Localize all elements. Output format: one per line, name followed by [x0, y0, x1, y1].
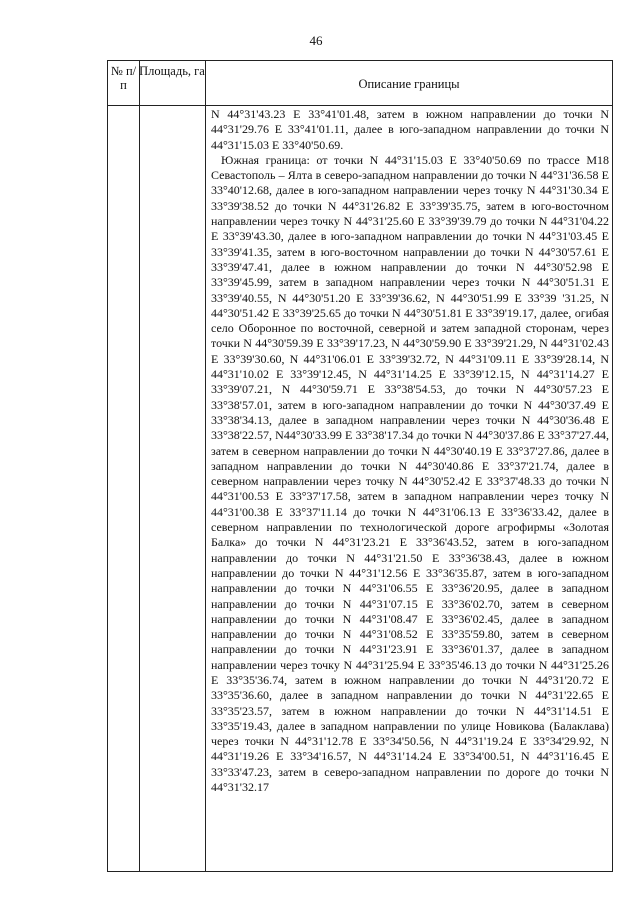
description-paragraph: Южная граница: от точки N 44°31'15.03 E 33°40'50.69 по трассе М18 Севастополь – Ялта в северо-западном направлении до точки N 44°31'36.58 E 33°40'12.68, далее в юго-западном направлении через точку N 44°31'30.34 E 33°39'38.52 до точки N 44°31'26.82 E 33°39'35.75, затем в юго-восточном направлении через точку N 44°31'25.60 E 33°39'39.79 до точки N 44°31'04.22 E 33°39'43.30, далее в юго-западном направлении до точки N 44°31'03.45 E 33°39'41.35, затем в юго-восточном направлении до точки N 44°30'57.61 E 33°39'47.41, далее в южном направлении до точки N 44°30'52.98 E 33°39'45.99, затем в западном направлении через точки N 44°30'51.31 E 33°39'40.55, N 44°30'51.20 E 33°39'36.62, N 44°30'51.99 E 33°39 '31.25, N 44°30'51.42 E 33°39'25.65 до точки N 44°30'51.81 E 33°39'19.17, далее, огибая село Оборонное по восточной, северной и затем западной сторонам, через точки N 44°30'59.39 E 33°39'17.23, N 44°30'59.90 E 33°39'21.29, N 44°31'02.43 E 33°39'30.60, N 44°31'06.01 E 33°39'32.72, N 44°31'09.11 E 33°39'28.14, N 44°31'10.02 E 33°39'12.45, N 44°31'14.25 E 33°39'12.15, N 44°31'14.27 E 33°39'07.21, N 44°30'59.71 E 33°38'54.53, до точки N 44°30'57.23 E 33°38'57.01, затем в юго-западном направлении до точки N 44°30'37.49 E 33°38'34.13, далее в западном направлении через точки N 44°30'36.48 E 33°38'22.57, N44°30'33.99 E 33°38'17.34 до точки N 44°30'37.86 E 33°37'27.44, затем в северном направлении до точки N 44°30'40.19 E 33°37'27.86, далее в западном направлении до точки N 44°30'40.86 E 33°37'21.74, далее в северном направлении через точку N 44°30'52.42 E 33°37'48.33 до точки N 44°31'00.53 E 33°37'17.58, затем в западном направлении через точку N 44°31'00.38 E 33°37'11.14 до точки N 44°31'06.13 E 33°36'33.42, далее в северном направлении по технологической дороге агрофирмы «Золотая Балка» до точки N 44°31'23.21 E 33°36'43.52, затем в юго-западном направлении до точки N 44°31'21.50 E 33°36'38.43, далее в южном направлении до точки N 44°31'12.56 E 33°36'35.87, затем в юго-западном направлении до точки N 44°31'06.55 E 33°36'20.95, далее в западном направлении до точки N 44°31'07.15 E 33°36'02.70, затем в северном направлении до точки N 44°31'08.47 E 33°36'02.45, далее в западном направлении до точки N 44°31'08.52 E 33°35'59.80, затем в северном направлении до точки N 44°31'23.91 E 33°36'01.37, далее в западном направлении через точку N 44°31'25.94 E 33°35'46.13 до точки N 44°31'25.26 E 33°35'36.74, затем в южном направлении до точки N 44°31'20.72 E 33°35'36.60, далее в западном направлении до точки N 44°31'22.65 E 33°35'23.57, затем в южном направлении до точки N 44°31'14.51 E 33°35'19.43, далее в западном направлении по улице Новикова (Балаклава) через точки N 44°31'12.78 E 33°34'50.56, N 44°31'19.24 E 33°34'29.92, N 44°31'19.26 E 33°34'16.57, N 44°31'14.24 E 33°34'00.51, N 44°31'16.45 E 33°33'47.23, затем в северо-западном направлении по дороге до точки N 44°31'32.17 — [211, 152, 609, 795]
header-divider — [108, 105, 612, 106]
header-description: Описание границы — [358, 77, 460, 91]
column-divider — [139, 61, 140, 871]
page-number: 46 — [309, 33, 323, 48]
column-divider — [205, 61, 206, 871]
boundary-description — [211, 107, 609, 795]
header-area: Площадь, га — [139, 64, 205, 78]
boundary-table — [107, 60, 613, 872]
description-paragraph: N 44°31'43.23 E 33°41'01.48, затем в южном направлении до точки N 44°31'29.76 E 33°41'01.11, далее в юго-западном направлении до точки N 44°31'15.03 E 33°40'50.69. — [211, 107, 609, 152]
header-number: № п/п — [110, 64, 137, 92]
